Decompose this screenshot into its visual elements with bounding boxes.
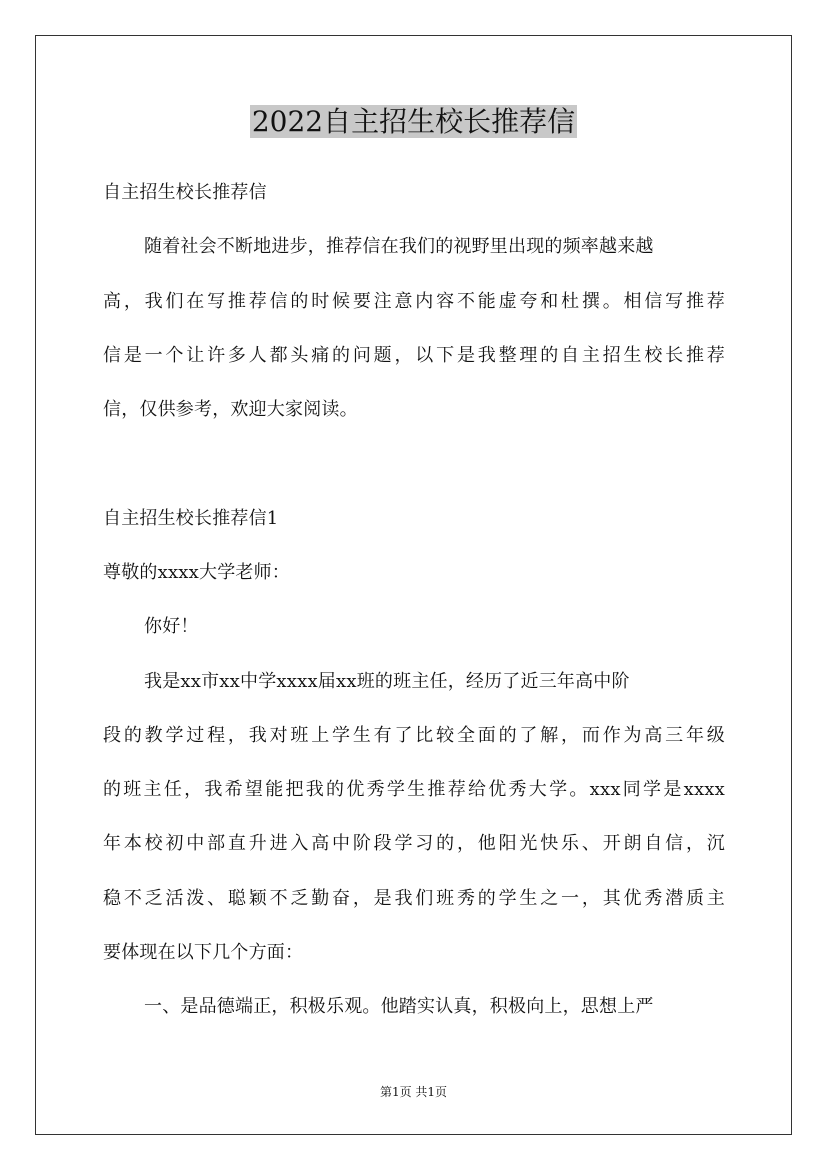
document-title-text: 2022自主招生校长推荐信 (251, 105, 576, 138)
body-line-5: 稳不乏活泼、聪颖不乏勤奋，是我们班秀的学生之一，其优秀潜质主 (103, 888, 725, 909)
body-line-1: 我是xx市xx中学xxxx届xx班的班主任，经历了近三年高中阶 (144, 671, 630, 692)
salutation: 尊敬的xxxx大学老师： (103, 562, 291, 583)
body-line-3: 的班主任，我希望能把我的优秀学生推荐给优秀大学。xxx同学是xxxx (103, 779, 725, 800)
greeting: 你好！ (144, 616, 199, 637)
intro-line-4: 信，仅供参考，欢迎大家阅读。 (103, 399, 358, 420)
point-1-line: 一、是品德端正，积极乐观。他踏实认真，积极向上，思想上严 (144, 996, 654, 1017)
section-heading: 自主招生校长推荐信1 (103, 508, 279, 529)
intro-line-2: 高，我们在写推荐信的时候要注意内容不能虚夸和杜撰。相信写推荐 (103, 291, 725, 312)
body-line-6: 要体现在以下几个方面： (103, 942, 304, 963)
body-line-4: 年本校初中部直升进入高中阶段学习的，他阳光快乐、开朗自信，沉 (103, 833, 725, 854)
subtitle: 自主招生校长推荐信 (103, 182, 267, 203)
document-title (0, 102, 827, 142)
intro-line-1: 随着社会不断地进步，推荐信在我们的视野里出现的频率越来越 (144, 236, 654, 257)
page-footer: 第1页 共1页 (379, 1085, 448, 1099)
intro-line-3: 信是一个让许多人都头痛的问题，以下是我整理的自主招生校长推荐 (103, 345, 725, 366)
body-line-2: 段的教学过程，我对班上学生有了比较全面的了解，而作为高三年级 (103, 725, 725, 746)
